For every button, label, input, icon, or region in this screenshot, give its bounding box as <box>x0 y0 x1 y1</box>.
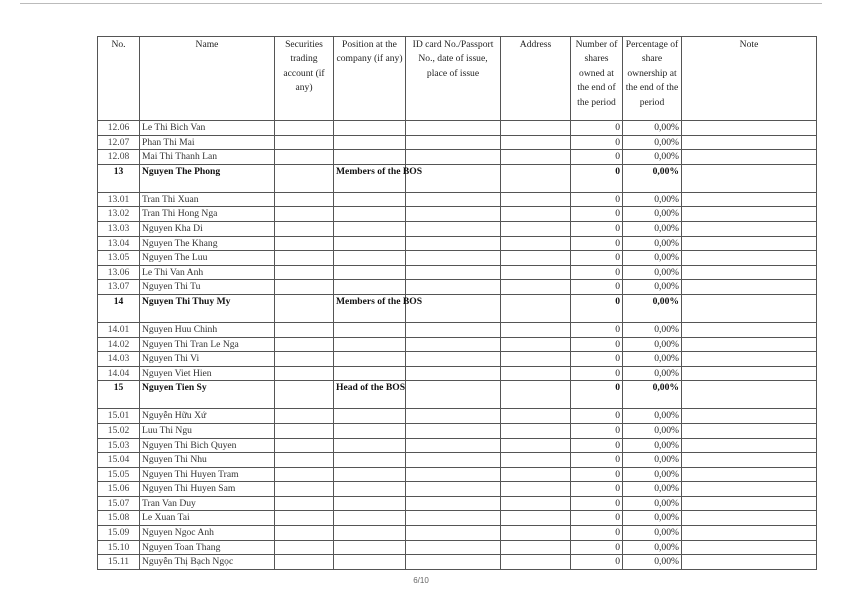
address-cell <box>501 381 571 409</box>
col-header-no: No. <box>98 37 140 121</box>
address-cell <box>501 423 571 438</box>
col-header-address: Address <box>501 37 571 121</box>
table-row-person <box>98 164 817 192</box>
table-row <box>98 221 817 236</box>
note-cell <box>682 409 817 424</box>
table-row <box>98 496 817 511</box>
address-cell <box>501 409 571 424</box>
percentage-cell: 0,00% <box>623 294 682 322</box>
id-card-cell <box>406 121 501 136</box>
no-cell: 15.07 <box>98 496 140 511</box>
name-cell: Le Xuan Tai <box>140 511 275 526</box>
no-cell: 14.01 <box>98 322 140 337</box>
percentage-cell: 0,00% <box>623 337 682 352</box>
position-cell: Members of the BOS <box>334 164 406 192</box>
no-cell: 15.10 <box>98 540 140 555</box>
name-cell: Nguyễn Hữu Xứ <box>140 409 275 424</box>
address-cell <box>501 337 571 352</box>
account-cell <box>275 221 334 236</box>
note-cell <box>682 423 817 438</box>
address-cell <box>501 135 571 150</box>
name-cell: Nguyen The Khang <box>140 236 275 251</box>
note-cell <box>682 337 817 352</box>
percentage-cell: 0,00% <box>623 381 682 409</box>
percentage-cell: 0,00% <box>623 150 682 165</box>
position-cell: Head of the BOS <box>334 381 406 409</box>
account-cell <box>275 453 334 468</box>
position-cell <box>334 555 406 570</box>
name-cell: Nguyen Huu Chinh <box>140 322 275 337</box>
page-number: 6/10 <box>413 576 429 585</box>
name-cell: Tran Van Duy <box>140 496 275 511</box>
name-cell: Nguyen Thi Vi <box>140 352 275 367</box>
position-cell <box>334 352 406 367</box>
account-cell <box>275 121 334 136</box>
account-cell <box>275 135 334 150</box>
address-cell <box>501 150 571 165</box>
note-cell <box>682 135 817 150</box>
col-header-position: Position at the company (if any) <box>334 37 406 121</box>
note-cell <box>682 280 817 295</box>
shares-cell: 0 <box>571 251 623 266</box>
no-cell: 15 <box>98 381 140 409</box>
id-card-cell <box>406 265 501 280</box>
account-cell <box>275 150 334 165</box>
page-top-rule <box>20 3 822 4</box>
account-cell <box>275 409 334 424</box>
address-cell <box>501 164 571 192</box>
no-cell: 15.11 <box>98 555 140 570</box>
percentage-cell: 0,00% <box>623 135 682 150</box>
account-cell <box>275 352 334 367</box>
shares-cell: 0 <box>571 496 623 511</box>
shares-cell: 0 <box>571 337 623 352</box>
percentage-cell: 0,00% <box>623 251 682 266</box>
note-cell <box>682 265 817 280</box>
note-cell <box>682 322 817 337</box>
no-cell: 15.04 <box>98 453 140 468</box>
id-card-cell <box>406 438 501 453</box>
address-cell <box>501 467 571 482</box>
name-cell: Nguyen Tien Sy <box>140 381 275 409</box>
position-cell <box>334 496 406 511</box>
note-cell <box>682 251 817 266</box>
percentage-cell: 0,00% <box>623 221 682 236</box>
note-cell <box>682 438 817 453</box>
name-cell: Nguyen Ngoc Anh <box>140 526 275 541</box>
shares-cell: 0 <box>571 265 623 280</box>
col-header-note: Note <box>682 37 817 121</box>
position-cell <box>334 467 406 482</box>
name-cell: Nguyen Thi Bich Quyen <box>140 438 275 453</box>
shares-cell: 0 <box>571 280 623 295</box>
percentage-cell: 0,00% <box>623 482 682 497</box>
name-cell: Le Thi Van Anh <box>140 265 275 280</box>
shares-cell: 0 <box>571 150 623 165</box>
account-cell <box>275 322 334 337</box>
shares-cell: 0 <box>571 482 623 497</box>
id-card-cell <box>406 511 501 526</box>
note-cell <box>682 121 817 136</box>
position-cell <box>334 511 406 526</box>
address-cell <box>501 453 571 468</box>
id-card-cell <box>406 352 501 367</box>
account-cell <box>275 540 334 555</box>
address-cell <box>501 496 571 511</box>
no-cell: 12.07 <box>98 135 140 150</box>
shares-cell: 0 <box>571 467 623 482</box>
percentage-cell: 0,00% <box>623 423 682 438</box>
name-cell: Nguyen The Phong <box>140 164 275 192</box>
account-cell <box>275 366 334 381</box>
address-cell <box>501 207 571 222</box>
id-card-cell <box>406 322 501 337</box>
shares-cell: 0 <box>571 511 623 526</box>
col-header-name: Name <box>140 37 275 121</box>
note-cell <box>682 207 817 222</box>
shares-cell: 0 <box>571 423 623 438</box>
percentage-cell: 0,00% <box>623 409 682 424</box>
percentage-cell: 0,00% <box>623 526 682 541</box>
id-card-cell <box>406 423 501 438</box>
col-header-percentage: Percentage of share ownership at the end of the period <box>623 37 682 121</box>
col-header-shares: Number of shares owned at the end of the period <box>571 37 623 121</box>
note-cell <box>682 150 817 165</box>
name-cell: Tran Thi Hong Nga <box>140 207 275 222</box>
position-cell <box>334 150 406 165</box>
name-cell: Nguyen Thi Nhu <box>140 453 275 468</box>
name-cell: Nguyen Thi Thuy My <box>140 294 275 322</box>
note-cell <box>682 482 817 497</box>
address-cell <box>501 366 571 381</box>
no-cell: 13.03 <box>98 221 140 236</box>
shares-cell: 0 <box>571 121 623 136</box>
table-row <box>98 482 817 497</box>
id-card-cell <box>406 236 501 251</box>
id-card-cell <box>406 251 501 266</box>
position-cell <box>334 265 406 280</box>
percentage-cell: 0,00% <box>623 555 682 570</box>
position-cell <box>334 423 406 438</box>
id-card-cell <box>406 207 501 222</box>
note-cell <box>682 555 817 570</box>
shares-cell: 0 <box>571 236 623 251</box>
table-row <box>98 366 817 381</box>
table-row <box>98 121 817 136</box>
note-cell <box>682 366 817 381</box>
percentage-cell: 0,00% <box>623 453 682 468</box>
account-cell <box>275 423 334 438</box>
percentage-cell: 0,00% <box>623 511 682 526</box>
percentage-cell: 0,00% <box>623 322 682 337</box>
name-cell: Phan Thi Mai <box>140 135 275 150</box>
address-cell <box>501 221 571 236</box>
position-cell: Members of the BOS <box>334 294 406 322</box>
shares-cell: 0 <box>571 322 623 337</box>
address-cell <box>501 352 571 367</box>
no-cell: 14.04 <box>98 366 140 381</box>
shares-cell: 0 <box>571 192 623 207</box>
address-cell <box>501 265 571 280</box>
position-cell <box>334 192 406 207</box>
position-cell <box>334 526 406 541</box>
percentage-cell: 0,00% <box>623 164 682 192</box>
address-cell <box>501 294 571 322</box>
percentage-cell: 0,00% <box>623 496 682 511</box>
table-row <box>98 265 817 280</box>
shares-cell: 0 <box>571 453 623 468</box>
name-cell: Nguyen Thi Tu <box>140 280 275 295</box>
no-cell: 13.06 <box>98 265 140 280</box>
percentage-cell: 0,00% <box>623 265 682 280</box>
no-cell: 12.06 <box>98 121 140 136</box>
percentage-cell: 0,00% <box>623 467 682 482</box>
note-cell <box>682 236 817 251</box>
position-cell <box>334 280 406 295</box>
table-body <box>98 121 817 570</box>
col-header-id-card: ID card No./Passport No., date of issue, place of issue <box>406 37 501 121</box>
table-row <box>98 526 817 541</box>
name-cell: Luu Thi Ngu <box>140 423 275 438</box>
note-cell <box>682 526 817 541</box>
name-cell: Nguyen The Luu <box>140 251 275 266</box>
address-cell <box>501 121 571 136</box>
id-card-cell <box>406 337 501 352</box>
id-card-cell <box>406 192 501 207</box>
no-cell: 13.05 <box>98 251 140 266</box>
account-cell <box>275 526 334 541</box>
no-cell: 13.01 <box>98 192 140 207</box>
name-cell: Nguyen Thi Huyen Sam <box>140 482 275 497</box>
table-row <box>98 135 817 150</box>
address-cell <box>501 280 571 295</box>
name-cell: Mai Thi Thanh Lan <box>140 150 275 165</box>
account-cell <box>275 511 334 526</box>
account-cell <box>275 496 334 511</box>
address-cell <box>501 526 571 541</box>
shares-cell: 0 <box>571 207 623 222</box>
name-cell: Nguyen Toan Thang <box>140 540 275 555</box>
account-cell <box>275 192 334 207</box>
id-card-cell <box>406 496 501 511</box>
percentage-cell: 0,00% <box>623 121 682 136</box>
table-row <box>98 207 817 222</box>
table-row <box>98 251 817 266</box>
position-cell <box>334 221 406 236</box>
shares-cell: 0 <box>571 164 623 192</box>
percentage-cell: 0,00% <box>623 207 682 222</box>
note-cell <box>682 467 817 482</box>
position-cell <box>334 337 406 352</box>
note-cell <box>682 352 817 367</box>
table-row <box>98 192 817 207</box>
id-card-cell <box>406 555 501 570</box>
id-card-cell <box>406 150 501 165</box>
no-cell: 15.06 <box>98 482 140 497</box>
no-cell: 13 <box>98 164 140 192</box>
address-cell <box>501 511 571 526</box>
no-cell: 15.08 <box>98 511 140 526</box>
shares-cell: 0 <box>571 409 623 424</box>
id-card-cell <box>406 540 501 555</box>
shares-cell: 0 <box>571 366 623 381</box>
no-cell: 14.03 <box>98 352 140 367</box>
table-row <box>98 453 817 468</box>
address-cell <box>501 555 571 570</box>
id-card-cell <box>406 280 501 295</box>
account-cell <box>275 251 334 266</box>
no-cell: 15.03 <box>98 438 140 453</box>
shares-cell: 0 <box>571 352 623 367</box>
table-row <box>98 337 817 352</box>
shares-cell: 0 <box>571 438 623 453</box>
position-cell <box>334 135 406 150</box>
percentage-cell: 0,00% <box>623 192 682 207</box>
account-cell <box>275 337 334 352</box>
percentage-cell: 0,00% <box>623 438 682 453</box>
id-card-cell <box>406 221 501 236</box>
table-row-person <box>98 381 817 409</box>
address-cell <box>501 438 571 453</box>
note-cell <box>682 540 817 555</box>
address-cell <box>501 236 571 251</box>
no-cell: 14 <box>98 294 140 322</box>
note-cell <box>682 221 817 236</box>
name-cell: Tran Thi Xuan <box>140 192 275 207</box>
table-row <box>98 352 817 367</box>
account-cell <box>275 467 334 482</box>
header-row <box>98 37 817 121</box>
account-cell <box>275 294 334 322</box>
no-cell: 13.02 <box>98 207 140 222</box>
account-cell <box>275 555 334 570</box>
shareholder-table <box>97 36 817 570</box>
table-row <box>98 555 817 570</box>
position-cell <box>334 121 406 136</box>
account-cell <box>275 438 334 453</box>
shares-cell: 0 <box>571 555 623 570</box>
account-cell <box>275 265 334 280</box>
table-row <box>98 150 817 165</box>
no-cell: 13.04 <box>98 236 140 251</box>
percentage-cell: 0,00% <box>623 236 682 251</box>
id-card-cell <box>406 381 501 409</box>
percentage-cell: 0,00% <box>623 366 682 381</box>
id-card-cell <box>406 366 501 381</box>
percentage-cell: 0,00% <box>623 352 682 367</box>
name-cell: Nguyen Viet Hien <box>140 366 275 381</box>
table-row <box>98 540 817 555</box>
percentage-cell: 0,00% <box>623 280 682 295</box>
shares-cell: 0 <box>571 526 623 541</box>
table-row <box>98 438 817 453</box>
table-row <box>98 409 817 424</box>
account-cell <box>275 236 334 251</box>
account-cell <box>275 482 334 497</box>
position-cell <box>334 453 406 468</box>
note-cell <box>682 511 817 526</box>
id-card-cell <box>406 135 501 150</box>
shares-cell: 0 <box>571 540 623 555</box>
account-cell <box>275 280 334 295</box>
note-cell <box>682 496 817 511</box>
address-cell <box>501 251 571 266</box>
id-card-cell <box>406 482 501 497</box>
no-cell: 15.05 <box>98 467 140 482</box>
shares-cell: 0 <box>571 294 623 322</box>
address-cell <box>501 482 571 497</box>
name-cell: Nguyễn Thị Bạch Ngọc <box>140 555 275 570</box>
percentage-cell: 0,00% <box>623 540 682 555</box>
address-cell <box>501 322 571 337</box>
name-cell: Nguyen Thi Huyen Tram <box>140 467 275 482</box>
address-cell <box>501 192 571 207</box>
note-cell <box>682 381 817 409</box>
name-cell: Nguyen Thi Tran Le Nga <box>140 337 275 352</box>
shares-cell: 0 <box>571 135 623 150</box>
position-cell <box>334 540 406 555</box>
address-cell <box>501 540 571 555</box>
no-cell: 15.09 <box>98 526 140 541</box>
position-cell <box>334 366 406 381</box>
table-row-person <box>98 294 817 322</box>
position-cell <box>334 251 406 266</box>
account-cell <box>275 207 334 222</box>
shares-cell: 0 <box>571 221 623 236</box>
note-cell <box>682 164 817 192</box>
table-row <box>98 236 817 251</box>
col-header-account: Securities trading account (if any) <box>275 37 334 121</box>
id-card-cell <box>406 409 501 424</box>
table-row <box>98 423 817 438</box>
position-cell <box>334 409 406 424</box>
no-cell: 12.08 <box>98 150 140 165</box>
no-cell: 14.02 <box>98 337 140 352</box>
position-cell <box>334 322 406 337</box>
position-cell <box>334 236 406 251</box>
id-card-cell <box>406 526 501 541</box>
table-row <box>98 511 817 526</box>
account-cell <box>275 164 334 192</box>
no-cell: 15.01 <box>98 409 140 424</box>
account-cell <box>275 381 334 409</box>
position-cell <box>334 482 406 497</box>
table-row <box>98 467 817 482</box>
note-cell <box>682 294 817 322</box>
position-cell <box>334 438 406 453</box>
no-cell: 15.02 <box>98 423 140 438</box>
name-cell: Le Thi Bich Van <box>140 121 275 136</box>
table-row <box>98 280 817 295</box>
note-cell <box>682 453 817 468</box>
no-cell: 13.07 <box>98 280 140 295</box>
id-card-cell <box>406 467 501 482</box>
id-card-cell <box>406 453 501 468</box>
note-cell <box>682 192 817 207</box>
position-cell <box>334 207 406 222</box>
name-cell: Nguyen Kha Di <box>140 221 275 236</box>
shares-cell: 0 <box>571 381 623 409</box>
table-row <box>98 322 817 337</box>
